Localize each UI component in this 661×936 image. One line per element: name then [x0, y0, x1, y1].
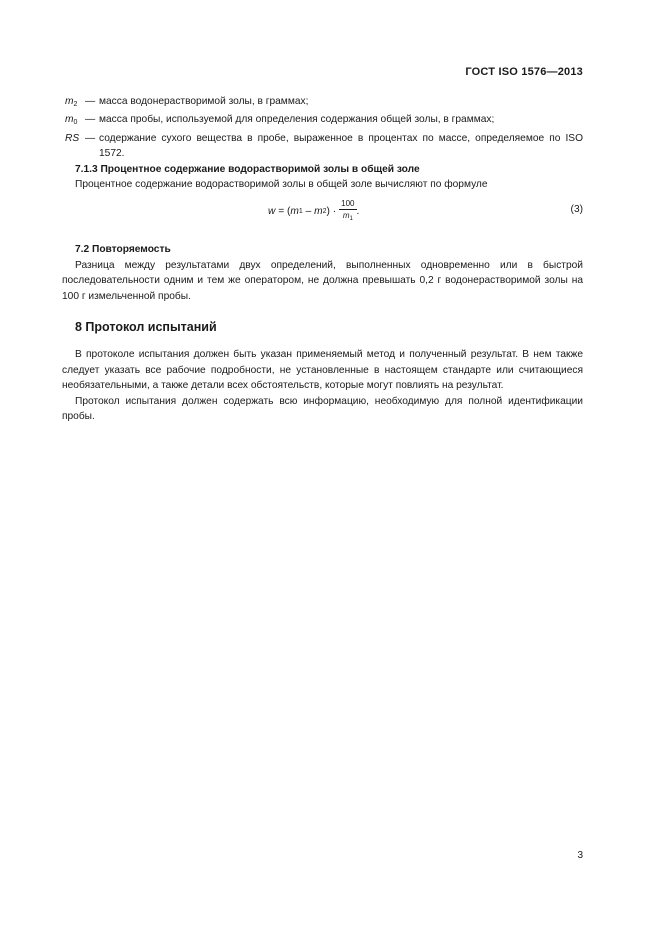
formula-3 [62, 194, 583, 232]
document-code-header: ГОСТ ISO 1576—2013 [465, 66, 583, 78]
section-8-paragraph-1: В протоколе испытания должен быть указан применяемый метод и полученный результат. В нем также следует указать все рабочие подробности, не установленные в настоящем стандарте или считающиеся необязательными, а также детали всех обстоятельств, которые могут повлиять на результат. [62, 349, 583, 392]
section-7-2-heading: 7.2 Повторяемость [75, 244, 171, 256]
section-7-1-3-heading: 7.1.3 Процентное содержание водорастворимой золы в общей золе [75, 163, 420, 175]
definition-rs [62, 131, 583, 162]
section-7-2-text: Разница между результатами двух определений, выполненных одновременно или в быстрой последовательности одним и тем же оператором, не должна превышать 0,2 г водонерастворимой золы на 100 г измельченной пробы. [62, 259, 583, 302]
definition-symbol: RS [65, 132, 80, 144]
page-content [62, 94, 583, 425]
section-7-1-3-text: Процентное содержание водорастворимой золы в общей золе вычисляют по формуле [75, 179, 488, 191]
formula-close: ) · [326, 206, 337, 218]
fraction-denominator: $m_1$ [342, 211, 353, 223]
formula-number: (3) [570, 204, 583, 216]
formula-m1: m [290, 206, 299, 218]
definition-m2 [62, 94, 583, 112]
page-number: 3 [577, 850, 583, 861]
formula-m2-sub: 2 [322, 208, 327, 216]
formula-m2: m [314, 206, 323, 218]
definition-symbol: $m_0$ [65, 114, 78, 127]
section-8-heading: 8 Протокол испытаний [75, 320, 217, 335]
definition-symbol: $m_2$ [65, 96, 78, 108]
definition-text: содержание сухого вещества в пробе, выраженное в процентах по массе, определяемое по ISO 1572. [99, 132, 583, 160]
section-8-paragraph-2: Протокол испытания должен содержать всю информацию, необходимую для полной идентификации пробы. [62, 395, 583, 423]
fraction-numerator: 100 [341, 199, 355, 209]
formula-expression [268, 198, 359, 225]
definition-m0 [62, 112, 583, 130]
formula-m1-sub: 1 [298, 208, 303, 216]
formula-minus: – [302, 206, 315, 218]
definition-text: масса водонерастворимой золы, в граммах; [99, 96, 309, 107]
formula-trailing: . [356, 206, 360, 218]
definition-dash: — [85, 96, 96, 107]
definitions-list [62, 94, 583, 162]
definition-dash: — [85, 132, 96, 144]
definition-dash: — [85, 114, 96, 126]
formula-lhs: w [268, 206, 276, 218]
formula-eq: = ( [275, 206, 291, 218]
definition-text: масса пробы, используемой для определения содержания общей золы, в граммах; [99, 114, 495, 126]
formula-fraction [339, 198, 356, 225]
